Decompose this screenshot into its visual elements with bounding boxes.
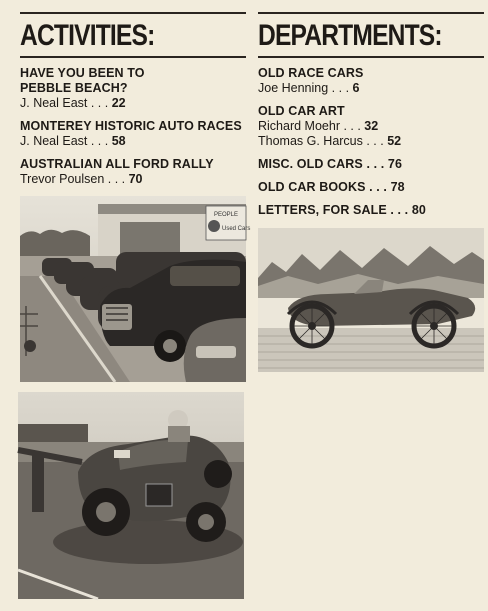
department-entry-old-car-books[interactable] — [258, 180, 484, 195]
page-number: 22 — [111, 96, 126, 110]
photo-historic-race-car — [18, 392, 244, 599]
activities-list — [20, 66, 246, 187]
department-byline: Joe Henning . . . 6 — [258, 81, 360, 95]
activity-title: HAVE YOU BEEN TO PEBBLE BEACH? — [20, 66, 145, 95]
departments-list — [258, 66, 484, 218]
department-title: OLD CAR ART — [258, 104, 345, 118]
author: Thomas G. Harcus — [258, 134, 363, 148]
activity-byline: J. Neal East . . . 58 — [20, 134, 126, 148]
heading-rule — [20, 56, 246, 58]
top-rule — [258, 12, 484, 14]
activities-heading: ACTIVITIES: — [20, 19, 155, 52]
department-title: MISC. OLD CARS . . . 76 — [258, 157, 402, 171]
page-number: 6 — [352, 81, 360, 95]
top-rule — [20, 12, 246, 14]
page-number: 52 — [387, 134, 402, 148]
departments-column — [258, 12, 484, 226]
author: J. Neal East — [20, 134, 88, 148]
department-byline: Thomas G. Harcus . . . 52 — [258, 134, 402, 148]
author: Joe Henning — [258, 81, 329, 95]
activity-title: MONTEREY HISTORIC AUTO RACES — [20, 119, 242, 133]
department-entry-old-car-art[interactable] — [258, 104, 484, 149]
page-number: 32 — [364, 119, 379, 133]
department-entry-old-race-cars[interactable] — [258, 66, 484, 96]
page-number: 80 — [411, 203, 426, 217]
department-title: OLD CAR BOOKS . . . 78 — [258, 180, 405, 194]
page-number: 78 — [390, 180, 405, 194]
heading-rule — [258, 56, 484, 58]
sign-text-bottom: Used Cars — [222, 226, 251, 232]
page-number: 76 — [387, 157, 402, 171]
department-title: OLD RACE CARS — [258, 66, 364, 80]
departments-heading: DEPARTMENTS: — [258, 19, 442, 52]
activity-entry-pebble-beach[interactable] — [20, 66, 246, 111]
photo-ford-rally-lineup — [20, 196, 251, 382]
author: J. Neal East — [20, 96, 88, 110]
activity-title: AUSTRALIAN ALL FORD RALLY — [20, 157, 214, 171]
department-entry-letters-for-sale[interactable] — [258, 203, 484, 218]
sign-text-top: PEOPLE — [214, 212, 239, 218]
department-byline: Richard Moehr . . . 32 — [258, 119, 379, 133]
author: Richard Moehr — [258, 119, 340, 133]
activity-byline: J. Neal East . . . 22 — [20, 96, 126, 110]
author: Trevor Poulsen — [20, 172, 105, 186]
activities-column — [20, 12, 246, 195]
page-number: 58 — [111, 134, 126, 148]
illustration-old-race-car-art — [258, 228, 484, 372]
department-entry-misc-old-cars[interactable] — [258, 157, 484, 172]
department-title: LETTERS, FOR SALE . . . 80 — [258, 203, 426, 217]
page-number: 70 — [128, 172, 143, 186]
activity-entry-ford-rally[interactable] — [20, 157, 246, 187]
activity-byline: Trevor Poulsen . . . 70 — [20, 172, 143, 186]
activity-entry-monterey[interactable] — [20, 119, 246, 149]
